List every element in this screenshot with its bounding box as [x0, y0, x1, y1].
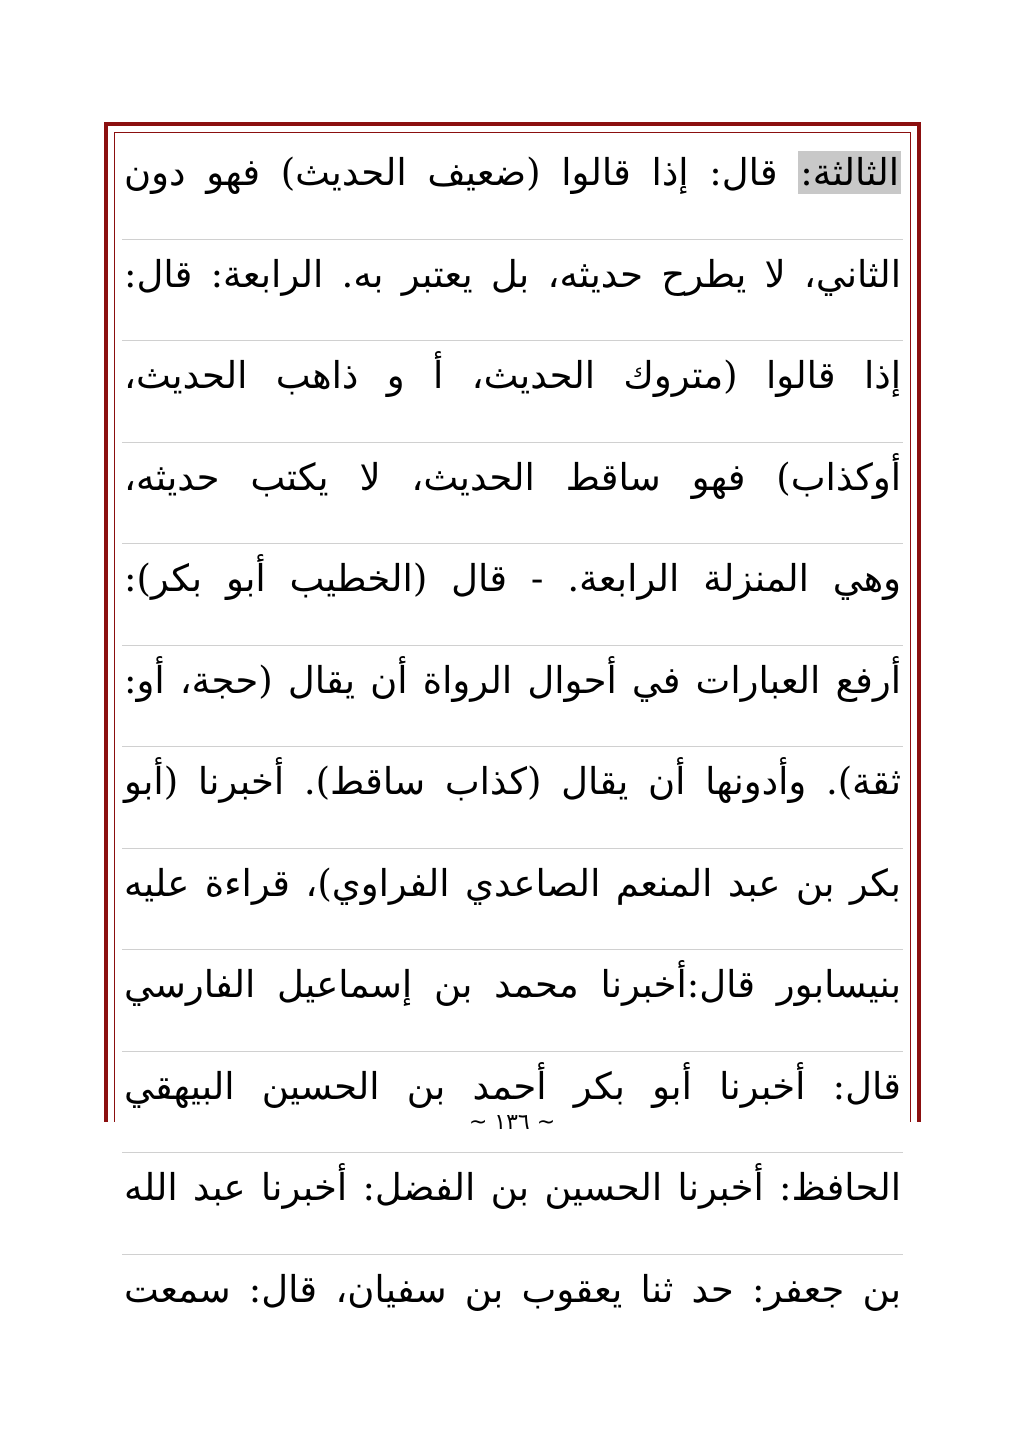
- text-line-12: بن جعفر: حد ثنا يعقوب بن سفيان، قال: سمعت: [124, 1267, 901, 1311]
- text-line-1: [122, 138, 903, 240]
- highlighted-heading: الثالثة:: [800, 151, 899, 194]
- text-line-5: وهي المنزلة الرابعة. - قال (الخطيب أبو بكر):: [122, 544, 903, 646]
- text-line-6: أرفع العبارات في أحوال الرواة أن يقال (حجة، أو:: [122, 646, 903, 748]
- text-line-2: الثاني، لا يطرح حديثه، بل يعتبر به. الرابعة: قال:: [122, 240, 903, 342]
- text-line-1-rest: قال: إذا قالوا (ضعيف الحديث) فهو دون: [124, 151, 799, 194]
- text-body: [122, 138, 903, 1356]
- text-line-9: بنيسابور قال:أخبرنا محمد بن إسماعيل الفارسي: [122, 950, 903, 1052]
- text-line-8: بكر بن عبد المنعم الصاعدي الفراوي)، قراءة عليه: [122, 849, 903, 951]
- text-line-7: ثقة). وأدونها أن يقال (كذاب ساقط). أخبرنا (أبو: [122, 747, 903, 849]
- page-number: ~ ١٣٦ ~: [468, 1110, 556, 1135]
- text-line-3: إذا قالوا (متروك الحديث، أ و ذاهب الحديث،: [122, 341, 903, 443]
- text-line-4: أوكذاب) فهو ساقط الحديث، لا يكتب حديثه،: [122, 443, 903, 545]
- text-line-10: قال: أخبرنا أبو بكر أحمد بن الحسين البيهقي: [122, 1052, 903, 1154]
- text-line-11: الحافظ: أخبرنا الحسين بن الفضل: أخبرنا عبد الله: [122, 1153, 903, 1255]
